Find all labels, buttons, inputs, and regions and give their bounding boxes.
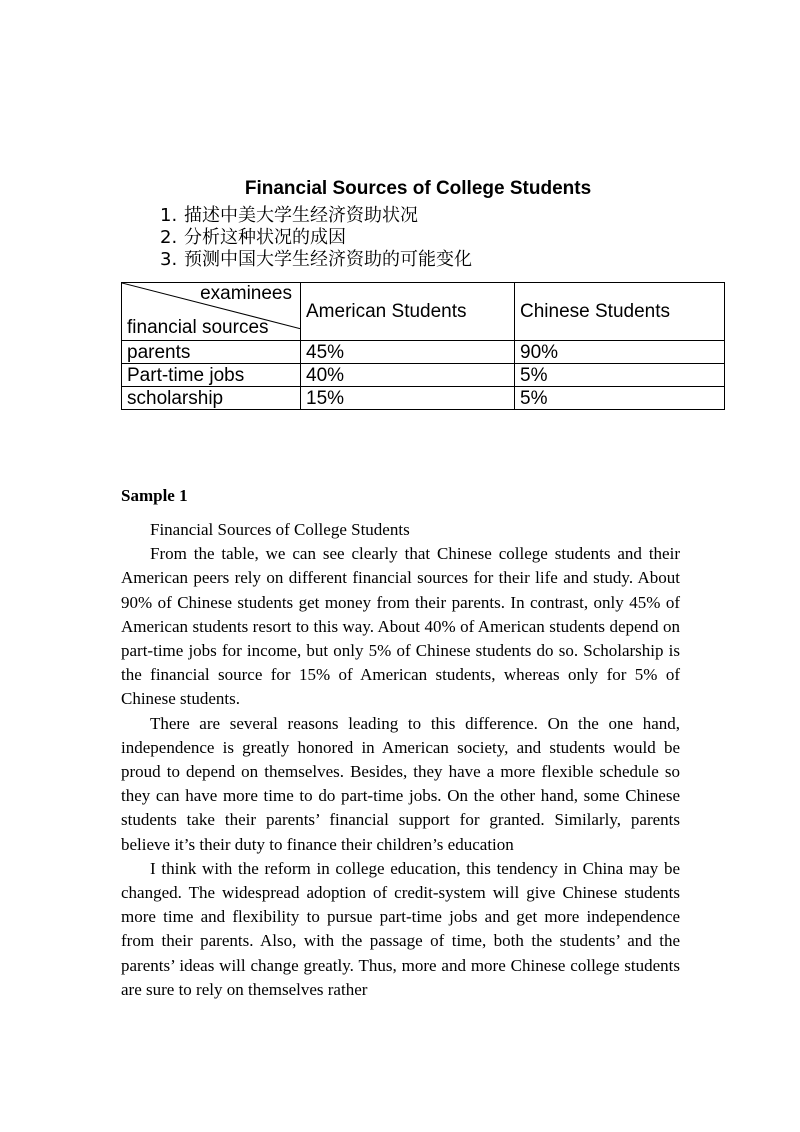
task-item — [160, 249, 472, 271]
row-label: parents — [122, 341, 301, 364]
task-text: 分析这种状况的成因 — [184, 227, 346, 248]
paragraph: From the table, we can see clearly that Chinese college students and their American peers rely on different financial sources for their life and study. About 90% of Chinese students get money from their parents. In contrast, only 45% of American students resort to this way. About 40% of American students depend on part-time jobs for income, but only 5% of Chinese students do so. Scholarship is the financial source for 15% of American students, whereas only for 5% of Chinese students. — [121, 544, 680, 709]
sample-heading: Sample 1 — [121, 486, 188, 505]
table-row — [122, 364, 725, 387]
task-item — [160, 227, 472, 249]
table-row — [122, 341, 725, 364]
corner-top-label: examinees — [200, 283, 292, 304]
table-cell: 90% — [515, 341, 725, 364]
row-label: Part-time jobs — [122, 364, 301, 387]
corner-bottom-label: financial sources — [127, 317, 269, 338]
table-cell: 15% — [301, 387, 515, 410]
task-number: 2. — [160, 227, 178, 248]
table-cell: 45% — [301, 341, 515, 364]
table-corner-cell — [122, 283, 301, 341]
paragraph: There are several reasons leading to this difference. On the one hand, independence is greatly honored in American society, and students would be proud to depend on themselves. Besides, they have a more flexible schedule so they can have more time to do part-time jobs. On the other hand, some Chinese students take their parents’ financial support for granted. Similarly, parents believe it’s their duty to finance their children’s education — [121, 713, 680, 854]
sample-body — [121, 518, 680, 1002]
table-cell: 5% — [515, 364, 725, 387]
financial-sources-table — [121, 282, 725, 410]
task-list — [160, 205, 472, 271]
table-cell: 40% — [301, 364, 515, 387]
task-text: 描述中美大学生经济资助状况 — [184, 205, 418, 226]
task-text: 预测中国大学生经济资助的可能变化 — [184, 249, 472, 270]
paragraph: I think with the reform in college education, this tendency in China may be changed. The widespread adoption of credit-system will give Chinese students more time and flexibility to pursue part-time jobs and get more independence from their parents. Also, with the passage of time, both the students’ and the parents’ ideas will change greatly. Thus, more and more Chinese college students are sure to rely on themselves rather — [121, 858, 680, 999]
row-label: scholarship — [122, 387, 301, 410]
table-row — [122, 387, 725, 410]
document-title: Financial Sources of College Students — [244, 178, 592, 199]
task-number: 3. — [160, 249, 178, 270]
table-cell: 5% — [515, 387, 725, 410]
task-item — [160, 205, 472, 227]
column-header: American Students — [301, 283, 515, 341]
table-header-row — [122, 283, 725, 341]
essay-title: Financial Sources of College Students — [150, 520, 410, 539]
column-header: Chinese Students — [515, 283, 725, 341]
task-number: 1. — [160, 205, 178, 226]
